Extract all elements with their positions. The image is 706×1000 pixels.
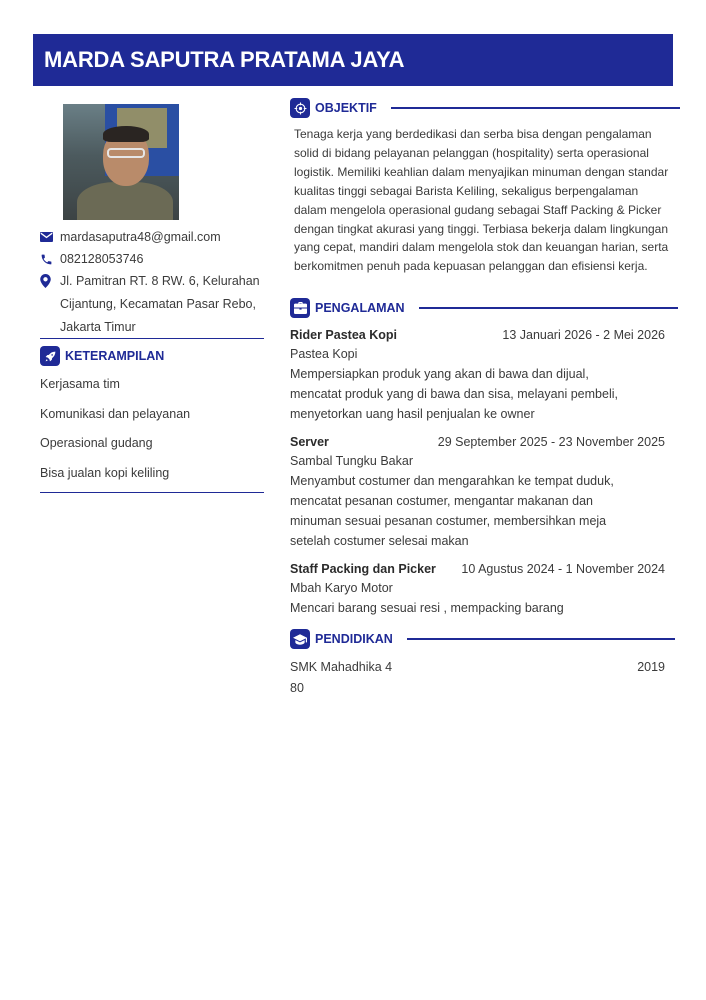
skill-item: Operasional gudang <box>40 436 153 450</box>
briefcase-icon <box>290 298 310 318</box>
phone-text[interactable]: 082128053746 <box>60 252 144 266</box>
job-date: 10 Agustus 2024 - 1 November 2024 <box>461 562 665 576</box>
skill-item: Kerjasama tim <box>40 377 120 391</box>
job-entry <box>290 326 665 424</box>
skills-divider <box>40 492 264 493</box>
contact-address <box>40 270 264 339</box>
job-title: Staff Packing dan Picker <box>290 562 436 576</box>
job-entry <box>290 560 665 618</box>
education-title: PENDIDIKAN <box>315 632 393 646</box>
job-description: Mempersiapkan produk yang akan di bawa dan dijual, mencatat produk yang di bawa dan sisa, melayani pembeli, menyetorkan uang hasil penjualan ke owner <box>290 367 618 421</box>
education-rule <box>407 638 675 640</box>
skill-item: Bisa jualan kopi keliling <box>40 465 170 480</box>
job-date: 29 September 2025 - 23 November 2025 <box>437 435 665 449</box>
job-title: Server <box>290 435 329 449</box>
contact-email <box>40 226 264 248</box>
education-entry <box>290 658 665 700</box>
photo-body <box>77 182 173 220</box>
objective-title: OBJEKTIF <box>315 101 377 115</box>
education-score: 80 <box>290 681 304 695</box>
job-company: Mbah Karyo Motor <box>290 581 393 595</box>
graduation-year: 2019 <box>637 660 665 674</box>
graduation-cap-icon <box>290 629 310 649</box>
experience-heading <box>290 298 678 318</box>
map-pin-icon <box>40 270 60 292</box>
skills-title: KETERAMPILAN <box>65 349 165 363</box>
full-name: MARDA SAPUTRA PRATAMA JAYA <box>44 47 405 72</box>
school-name: SMK Mahadhika 4 <box>290 660 393 674</box>
rocket-icon <box>40 346 60 366</box>
photo-glasses <box>107 148 145 158</box>
job-description: Menyambut costumer dan mengarahkan ke tempat duduk, mencatat pesanan costumer, mengantar makanan dan minuman sesuai pesanan costumer, membersihkan meja setelah costumer selesai makan <box>290 474 614 548</box>
address-text: Jl. Pamitran RT. 8 RW. 6, Kelurahan Cijantung, Kecamatan Pasar Rebo, Jakarta Timur <box>60 274 260 334</box>
skill-item: Komunikasi dan pelayanan <box>40 406 191 421</box>
resume-header <box>33 34 673 86</box>
experience-title: PENGALAMAN <box>315 301 405 315</box>
phone-icon <box>40 248 60 270</box>
job-title: Rider Pastea Kopi <box>290 328 397 342</box>
education-heading <box>290 629 675 649</box>
target-icon <box>290 98 310 118</box>
job-company: Pastea Kopi <box>290 347 358 361</box>
job-entry <box>290 433 665 551</box>
contact-divider <box>40 338 264 339</box>
job-date: 13 Januari 2026 - 2 Mei 2026 <box>502 328 665 342</box>
job-description: Mencari barang sesuai resi , mempacking barang <box>290 601 564 615</box>
objective-heading <box>290 98 680 118</box>
photo-hair <box>103 126 149 142</box>
contact-phone <box>40 248 264 270</box>
objective-rule <box>391 107 680 109</box>
skills-list <box>40 376 264 494</box>
profile-photo <box>63 104 179 220</box>
email-text[interactable]: mardasaputra48@gmail.com <box>60 230 221 244</box>
job-company: Sambal Tungku Bakar <box>290 454 413 468</box>
envelope-icon <box>40 226 60 248</box>
skills-heading <box>40 346 164 366</box>
experience-rule <box>419 307 678 309</box>
objective-text: Tenaga kerja yang berdedikasi dan serba bisa dengan pengalaman solid di bidang pelayanan pelanggan (hospitality) serta operasional logistik. Memiliki keahlian dalam menyajikan minuman dengan standar kualitas tinggi sebagai Barista Keliling, sekaligus berpengalaman dalam mengelola operasional gudang sebagai Staff Packing & Picker dengan tingkat akurasi yang tinggi. Terbiasa bekerja dalam lingkungan yang cepat, mandiri dalam mengelola stok dan keuangan harian, serta berkomitmen penuh pada kepuasan pelanggan dan efisiensi kerja. <box>294 127 669 274</box>
contact-info <box>40 226 264 339</box>
